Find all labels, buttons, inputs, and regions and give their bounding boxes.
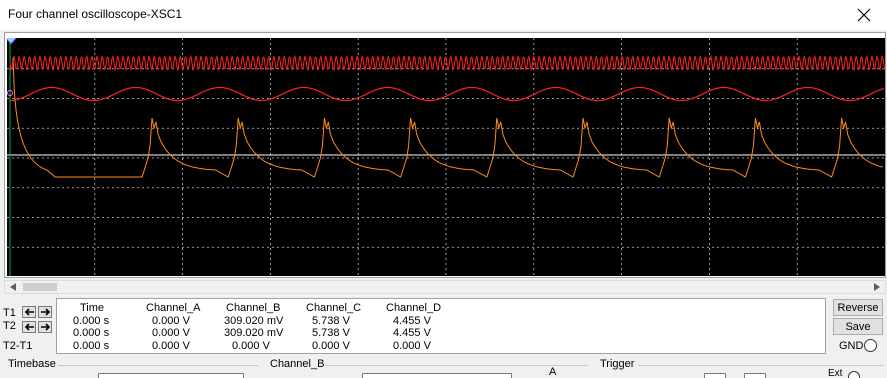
t1-channel-d: 4.455 V	[393, 315, 431, 327]
arrow-left-icon	[25, 323, 34, 331]
t1-right-button[interactable]	[38, 306, 52, 318]
scope-grid	[7, 38, 885, 276]
channel-b-group-label: Channel_B	[270, 358, 325, 370]
timebase-group-label: Timebase	[8, 358, 56, 370]
measurement-readout	[0, 296, 887, 356]
channel-b-scale-field[interactable]	[362, 373, 512, 378]
cursor-t1-handle[interactable]	[7, 38, 17, 44]
t1-nav	[22, 306, 52, 318]
channel-a-trace	[10, 56, 885, 70]
t2-time: 0.000 s	[73, 327, 110, 339]
trigger-group-label: Trigger	[600, 358, 635, 370]
t1-channel-c: 5.738 V	[312, 315, 350, 327]
channel-c-trace	[13, 58, 883, 177]
t2-channel-a: 0.000 V	[152, 327, 190, 339]
row-label-t2-t1: T2-T1	[3, 340, 33, 352]
t1-left-button[interactable]	[22, 306, 36, 318]
arrow-left-icon	[25, 308, 34, 316]
scroll-left-button[interactable]	[6, 281, 20, 293]
t2-channel-d: 4.455 V	[393, 327, 431, 339]
trigger-edge-button[interactable]	[704, 373, 726, 378]
trigger-edge-button-2[interactable]	[744, 373, 766, 378]
control-groups	[0, 357, 887, 378]
timebase-scale-field[interactable]	[98, 373, 244, 378]
close-button[interactable]	[841, 0, 887, 30]
diff-channel-b: 0.000 V	[232, 340, 270, 352]
arrow-right-icon	[874, 283, 880, 291]
header-channel-c: Channel_C	[306, 302, 362, 314]
gnd-label: GND	[839, 340, 864, 352]
reverse-button[interactable]: Reverse	[833, 299, 883, 316]
scroll-thumb[interactable]	[23, 283, 57, 291]
title-bar	[0, 0, 887, 30]
gnd-radio[interactable]	[864, 339, 877, 352]
t1-time: 0.000 s	[73, 315, 110, 327]
diff-time: 0.000 s	[73, 340, 110, 352]
t2-nav	[22, 321, 52, 333]
save-button[interactable]: Save	[833, 318, 883, 335]
t1-channel-b: 309.020 mV	[224, 315, 284, 327]
window-title: Four channel oscilloscope-XSC1	[8, 7, 183, 21]
arrow-left-icon	[10, 283, 16, 291]
timebase-group-line	[58, 365, 258, 366]
trigger-group-line	[638, 365, 884, 366]
t2-channel-c: 5.738 V	[312, 327, 350, 339]
arrow-right-icon	[41, 323, 50, 331]
header-channel-a: Channel_A	[146, 302, 201, 314]
channel-selector-a[interactable]: A	[549, 366, 557, 378]
diff-channel-c: 0.000 V	[312, 340, 350, 352]
diff-channel-a: 0.000 V	[152, 340, 190, 352]
t2-right-button[interactable]	[38, 321, 52, 333]
ext-radio[interactable]	[848, 371, 860, 378]
row-label-t1: T1	[3, 307, 16, 319]
close-icon	[857, 8, 871, 22]
scroll-right-button[interactable]	[870, 281, 884, 293]
row-label-t2: T2	[3, 320, 16, 332]
ext-label: Ext	[828, 368, 843, 378]
readout-table	[56, 298, 826, 354]
header-time: Time	[80, 302, 105, 314]
scope-screen[interactable]	[7, 38, 885, 276]
arrow-right-icon	[41, 308, 50, 316]
diff-channel-d: 0.000 V	[393, 340, 431, 352]
header-channel-b: Channel_B	[226, 302, 281, 314]
t2-left-button[interactable]	[22, 321, 36, 333]
t2-channel-b: 309.020 mV	[224, 327, 284, 339]
header-channel-d: Channel_D	[386, 302, 442, 314]
t1-channel-a: 0.000 V	[152, 315, 190, 327]
horizontal-scrollbar[interactable]	[4, 280, 886, 294]
